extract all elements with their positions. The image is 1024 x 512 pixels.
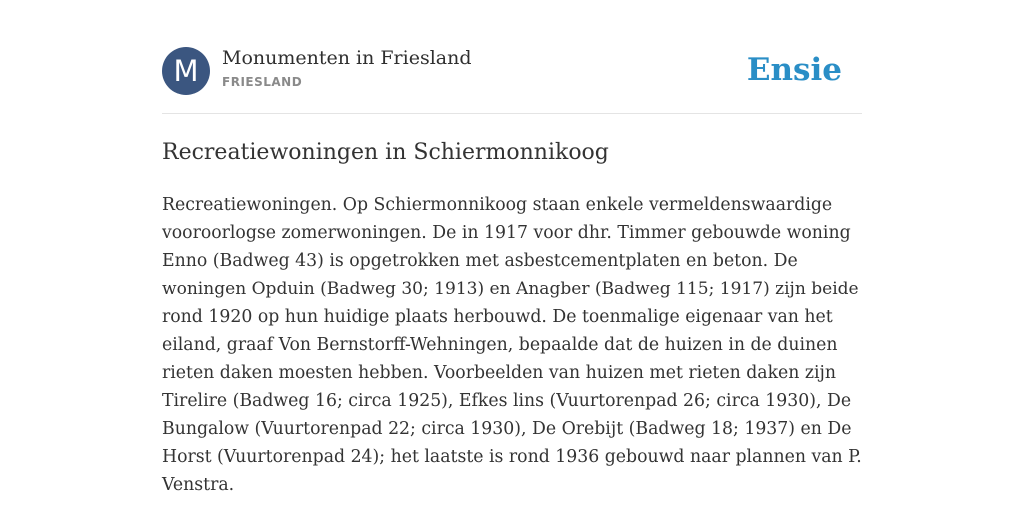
- body-line: woningen Opduin (Badweg 30; 1913) en Anagber (Badweg 115; 1917) zijn beide: [162, 279, 859, 299]
- source-subtitle[interactable]: FRIESLAND: [222, 75, 303, 89]
- body-line: Venstra.: [162, 475, 235, 495]
- article-body: [162, 191, 862, 499]
- divider: [162, 113, 862, 114]
- body-line: Recreatiewoningen. Op Schiermonnikoog staan enkele vermeldenswaardige: [162, 195, 833, 215]
- body-line: rond 1920 op hun huidige plaats herbouwd. De toenmalige eigenaar van het: [162, 307, 833, 327]
- body-line: eiland, graaf Von Bernstorff-Wehningen, bepaalde dat de huizen in de duinen: [162, 335, 838, 355]
- body-line: rieten daken moesten hebben. Voorbeelden van huizen met rieten daken zijn: [162, 363, 837, 383]
- source-title[interactable]: Monumenten in Friesland: [222, 47, 472, 69]
- body-line: vooroorlogse zomerwoningen. De in 1917 voor dhr. Timmer gebouwde woning: [162, 223, 851, 243]
- article-title: Recreatiewoningen in Schiermonnikoog: [162, 140, 609, 165]
- body-line: Tirelire (Badweg 16; circa 1925), Efkes lins (Vuurtorenpad 26; circa 1930), De: [162, 391, 852, 411]
- avatar[interactable]: M: [162, 47, 210, 95]
- brand-logo[interactable]: Ensie: [746, 52, 842, 88]
- body-line: Enno (Badweg 43) is opgetrokken met asbestcementplaten en beton. De: [162, 251, 798, 271]
- body-line: Bungalow (Vuurtorenpad 22; circa 1930), De Orebijt (Badweg 18; 1937) en De: [162, 419, 852, 439]
- header: [162, 46, 862, 96]
- body-line: Horst (Vuurtorenpad 24); het laatste is rond 1936 gebouwd naar plannen van P.: [162, 447, 862, 467]
